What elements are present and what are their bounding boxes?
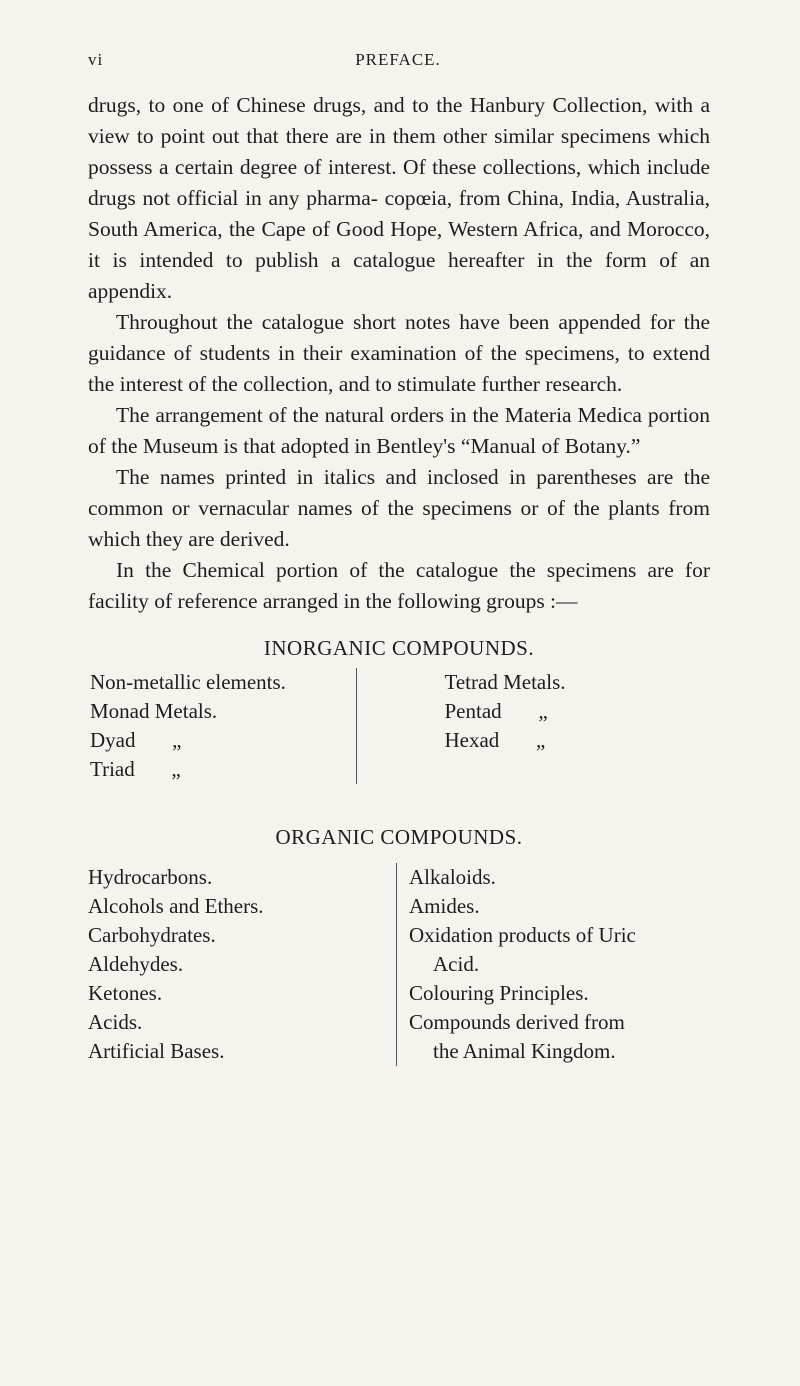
paragraph: The arrangement of the natural orders in the Materia Medica portion of the Museum is that adopted in Bentley's “Manual of Botany.” — [88, 403, 710, 458]
group-item: Alcohols and Ethers. — [88, 894, 264, 918]
page-number: vi — [88, 50, 104, 69]
page-body — [88, 90, 710, 1066]
paragraph: drugs, to one of Chinese drugs, and to the Hanbury Collection, with a view to point out that there are in them other similar specimens which possess a certain degree of interest. Of these collections, which include drugs not official in any pharma- copœia, from China, India, Australia, South America, the Cape of Good Hope, Western Africa, and Morocco, it is intended to publish a catalogue hereafter in the form of an appendix. — [88, 93, 710, 303]
group-item: Dyad „ — [90, 726, 356, 755]
group-item: Oxidation products of Uric — [409, 923, 636, 947]
running-title: PREFACE. — [355, 50, 441, 69]
paragraph: Throughout the catalogue short notes have been appended for the guidance of students in their examination of the specimens, to extend the interest of the collection, and to stimulate further research. — [88, 310, 710, 396]
inorganic-left-column — [88, 668, 356, 784]
ditto-mark: „ — [538, 699, 548, 723]
inorganic-heading: INORGANIC COMPOUNDS. — [263, 636, 535, 660]
organic-left-column — [88, 863, 396, 1066]
group-item: Hydrocarbons. — [88, 865, 213, 889]
group-item: Non-metallic elements. — [90, 670, 286, 694]
organic-right-column — [396, 863, 710, 1066]
paragraph: The names printed in italics and inclosed in parentheses are the common or vernacular names of the specimens or of the plants from which they are derived. — [88, 465, 710, 551]
organic-heading: ORGANIC COMPOUNDS. — [275, 825, 523, 849]
group-item-continuation: Acid. — [433, 952, 480, 976]
ditto-mark: „ — [535, 728, 546, 752]
inorganic-right-column — [356, 668, 711, 784]
inorganic-groups — [88, 668, 710, 784]
group-item: Carbohydrates. — [88, 923, 216, 947]
group-item: Acids. — [88, 1010, 143, 1034]
group-item: Amides. — [409, 894, 480, 918]
group-item: Hexad „ — [445, 726, 711, 755]
group-item: Monad Metals. — [90, 699, 218, 723]
group-item: Artificial Bases. — [88, 1039, 225, 1063]
group-item-continuation: the Animal Kingdom. — [433, 1039, 616, 1063]
group-item: Triad „ — [90, 755, 356, 784]
group-item: Ketones. — [88, 981, 163, 1005]
group-item: Pentad „ — [445, 697, 711, 726]
group-item: Alkaloids. — [409, 865, 496, 889]
group-item: Tetrad Metals. — [444, 670, 566, 694]
paragraph: In the Chemical portion of the catalogue the specimens are for facility of reference arranged in the following groups :— — [88, 558, 710, 613]
group-item: Colouring Principles. — [409, 981, 589, 1005]
organic-groups — [88, 863, 710, 1066]
ditto-mark: „ — [172, 728, 182, 752]
group-item: Compounds derived from — [409, 1010, 625, 1034]
ditto-mark: „ — [171, 757, 181, 781]
group-item: Aldehydes. — [88, 952, 184, 976]
